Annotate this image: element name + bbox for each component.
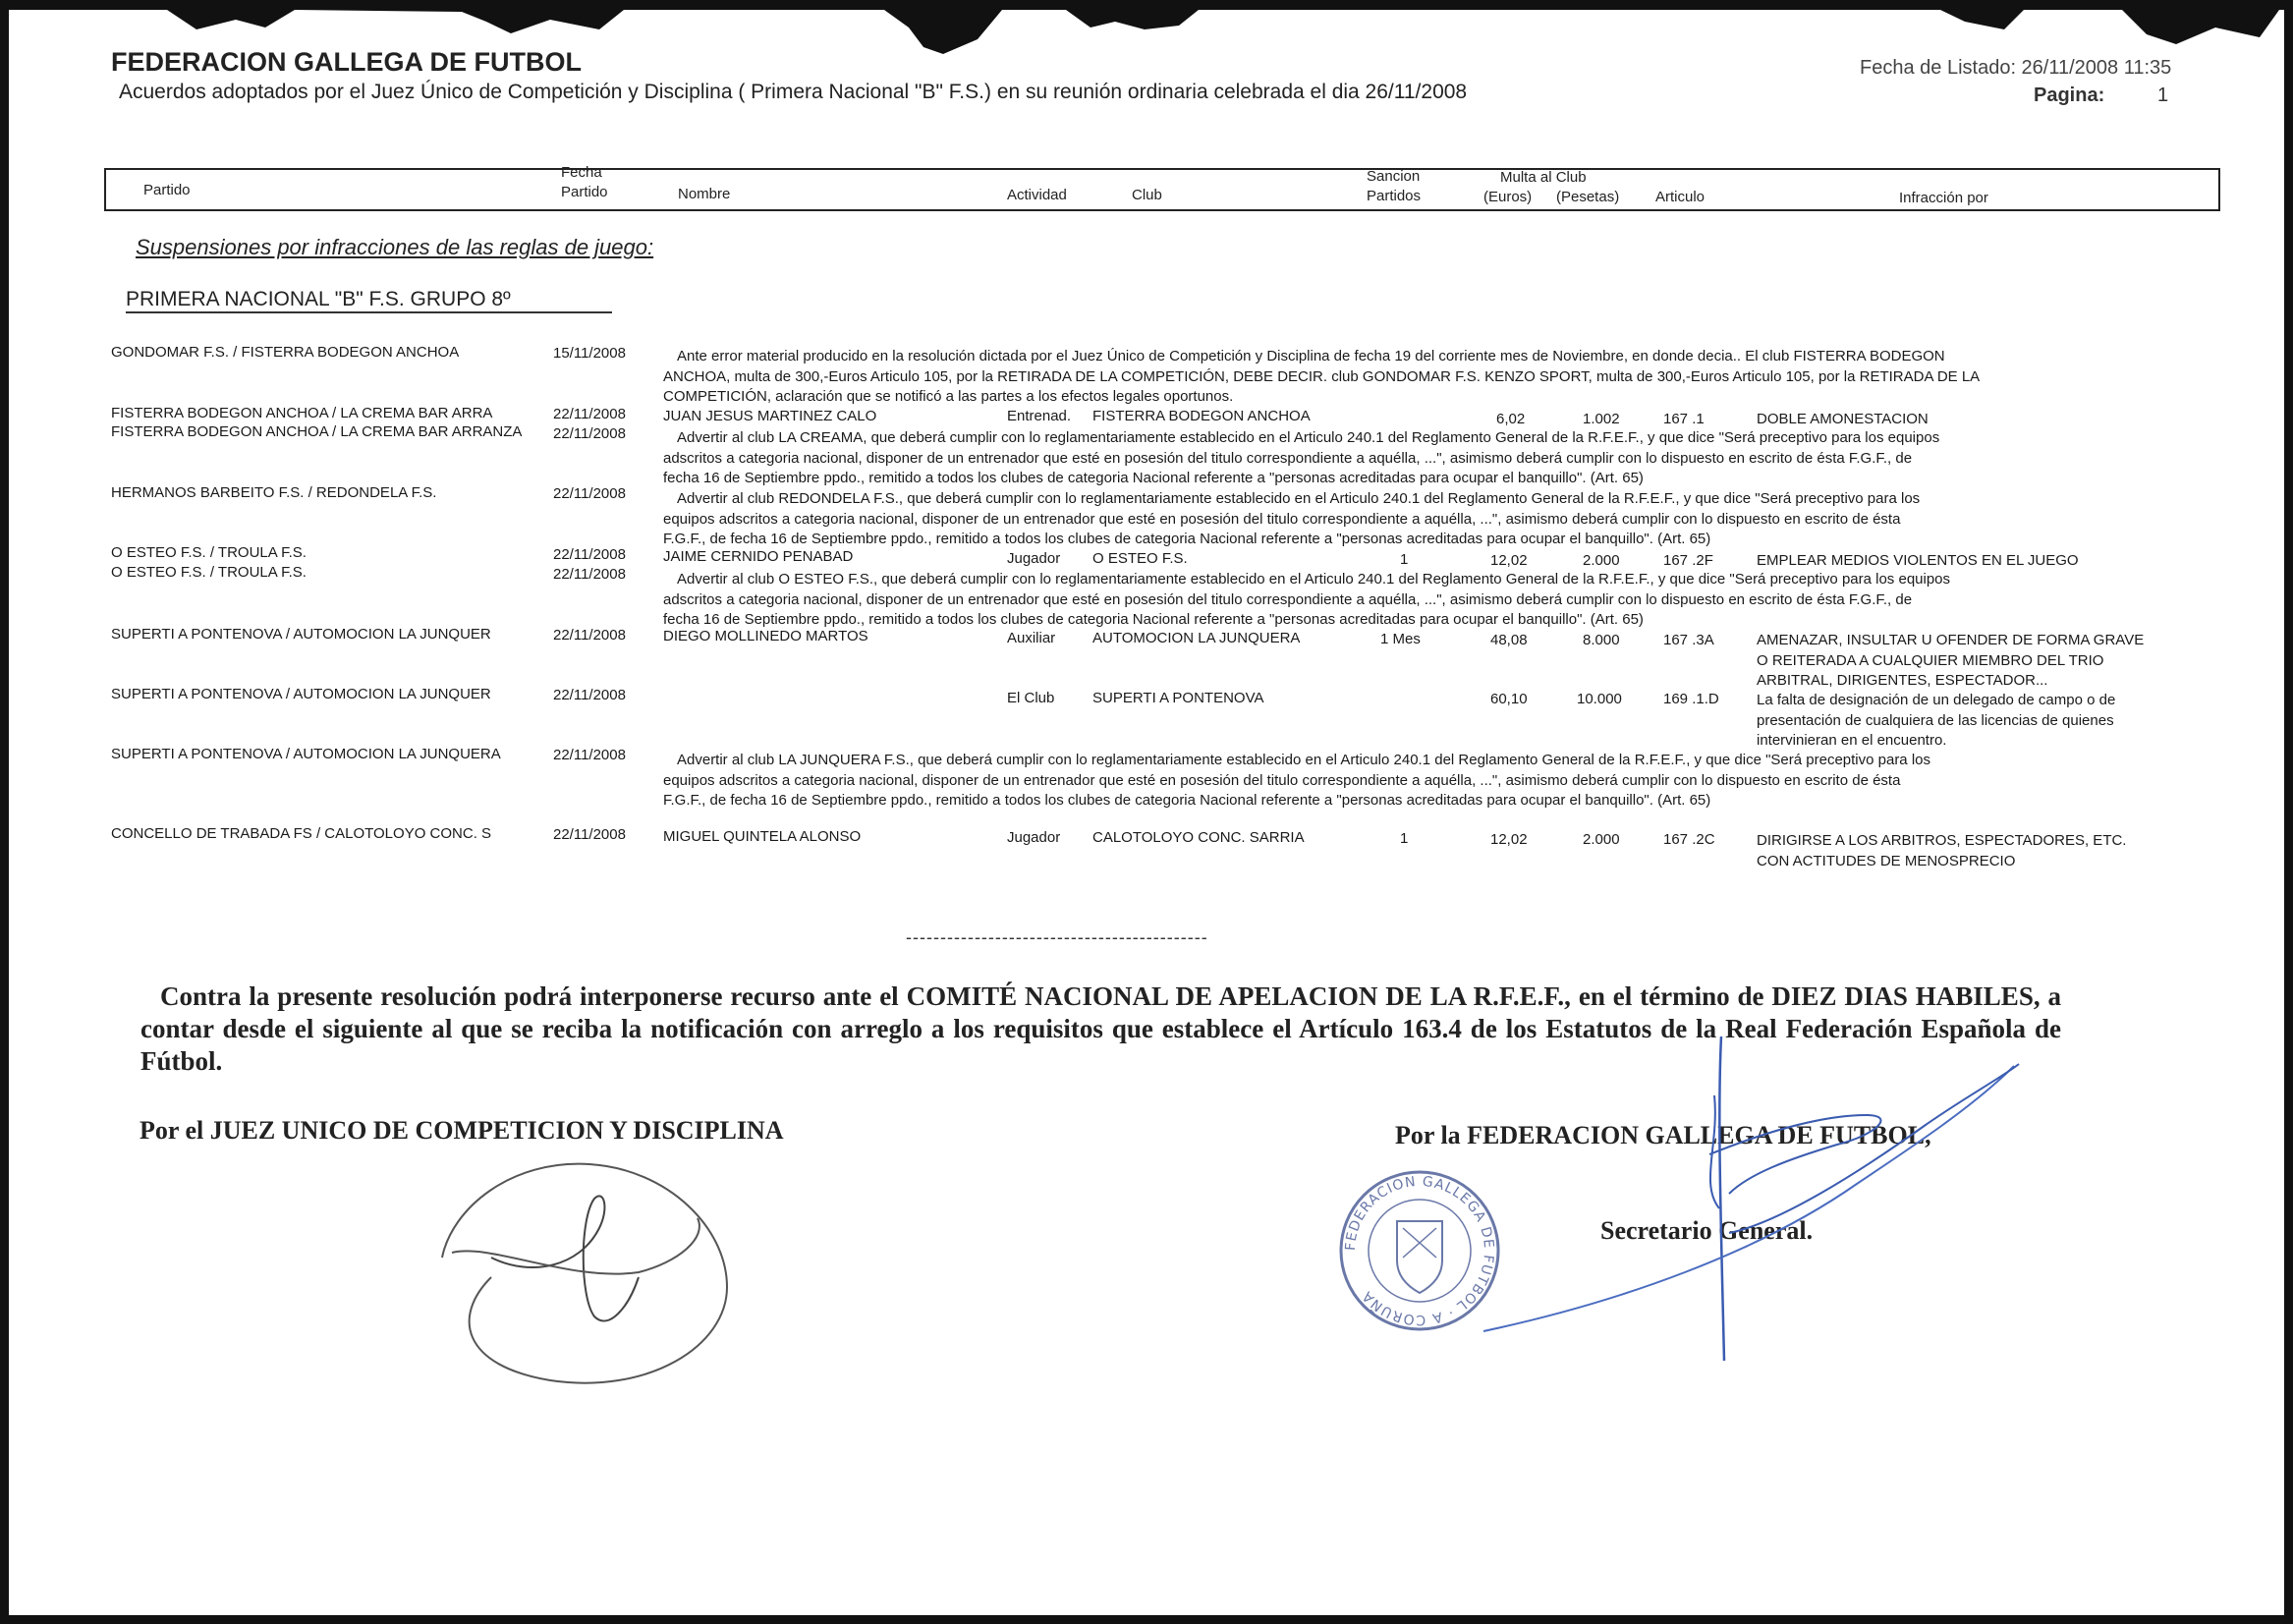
row-fecha: 22/11/2008 <box>553 627 626 644</box>
row-nombre: JUAN JESUS MARTINEZ CALO <box>663 408 877 424</box>
row-infraccion <box>1757 691 2115 752</box>
col-pesetas: (Pesetas) <box>1556 189 1620 205</box>
judge-signature <box>432 1149 747 1395</box>
col-euros: (Euros) <box>1483 189 1533 205</box>
col-multa: Multa al Club <box>1500 169 1587 186</box>
col-sancion-bottom: Partidos <box>1367 188 1422 204</box>
infraccion-line: DIRIGIRSE A LOS ARBITROS, ESPECTADORES, ETC. <box>1757 832 2127 849</box>
row-partido: SUPERTI A PONTENOVA / AUTOMOCION LA JUNQUER <box>111 686 491 702</box>
note-line: Advertir al club LA JUNQUERA F.S., que deberá cumplir con lo reglamentariamente establecido en el Articulo 240.1 del Reglamento General de la R.F.E.F., y que dice "Será preceptivo para los <box>677 752 1930 768</box>
infraccion-line: presentación de cualquiera de las licencias de quienes <box>1757 711 2114 729</box>
row-nombre: JAIME CERNIDO PENABAD <box>663 548 854 565</box>
resolution-text: Contra la presente resolución podrá interponerse recurso ante el COMITÉ NACIONAL DE APELACION DE LA R.F.E.F., en el término de DIEZ DIAS HABILES, a contar desde el siguiente al que se reciba la notificación con arreglo a los requisitos que establece el Artículo 163.4 de los Estatutos de la Real Federación Española de Fútbol. <box>140 981 2061 1076</box>
note-line: Advertir al club REDONDELA F.S., que deberá cumplir con lo reglamentariamente establecido en el Articulo 240.1 del Reglamento General de la R.F.E.F., y que dice "Será preceptivo para los <box>677 490 1921 507</box>
row-sancion: 1 <box>1400 830 1409 847</box>
row-fecha: 22/11/2008 <box>553 425 626 442</box>
row-partido: HERMANOS BARBEITO F.S. / REDONDELA F.S. <box>111 484 437 501</box>
row-actividad: Jugador <box>1007 550 1061 567</box>
row-club: CALOTOLOYO CONC. SARRIA <box>1092 829 1305 846</box>
note-line: Ante error material producido en la resolución dictada por el Juez Único de Competición y Disciplina de fecha 19 del corriente mes de Noviembre, en donde decia.. El club FISTERRA BODEGON <box>677 348 1945 364</box>
row-articulo: 167 .2C <box>1663 831 1715 848</box>
group-title: PRIMERA NACIONAL "B" F.S. GRUPO 8º <box>126 288 511 310</box>
infraccion-line: AMENAZAR, INSULTAR U OFENDER DE FORMA GRAVE <box>1757 632 2145 648</box>
row-note <box>663 570 1950 631</box>
col-fecha-bottom: Partido <box>561 184 608 200</box>
row-euros: 48,08 <box>1490 632 1528 648</box>
infraccion-line: La falta de designación de un delegado de campo o de <box>1757 692 2116 708</box>
row-articulo: 167 .1 <box>1663 411 1705 427</box>
row-articulo: 167 .3A <box>1663 632 1714 648</box>
signature-left-label: Por el JUEZ UNICO DE COMPETICION Y DISCIPLINA <box>140 1116 784 1145</box>
col-partido: Partido <box>143 182 191 198</box>
org-title: FEDERACION GALLEGA DE FUTBOL <box>111 47 582 77</box>
infraccion-line: ARBITRAL, DIRIGENTES, ESPECTADOR... <box>1757 672 2048 689</box>
row-articulo: 167 .2F <box>1663 552 1713 569</box>
row-nombre: DIEGO MOLLINEDO MARTOS <box>663 628 868 644</box>
row-fecha: 22/11/2008 <box>553 566 626 583</box>
infraccion-line: CON ACTITUDES DE MENOSPRECIO <box>1757 852 2016 869</box>
note-line: equipos adscritos a categoria nacional, disponer de un entrenador que esté en posesión del titulo correspondiente a aquélla, ...", asimismo deberá cumplir con lo dispuesto en escrito de ésta <box>663 771 1901 789</box>
col-nombre: Nombre <box>678 186 731 202</box>
row-actividad: El Club <box>1007 690 1055 706</box>
row-partido: O ESTEO F.S. / TROULA F.S. <box>111 564 307 581</box>
row-infraccion: EMPLEAR MEDIOS VIOLENTOS EN EL JUEGO <box>1757 552 2079 569</box>
row-sancion: 1 Mes <box>1380 631 1421 647</box>
note-line: adscritos a categoria nacional, disponer de un entrenador que esté en posesión del titulo correspondiente a aquélla, ...", asimismo deberá cumplir con lo dispuesto en escrito de ésta F.G.F., de <box>663 449 1913 467</box>
row-pesetas: 2.000 <box>1583 831 1620 848</box>
page-subtitle: Acuerdos adoptados por el Juez Único de Competición y Disciplina ( Primera Nacional "B" F.S.) en su reunión ordinaria celebrada el dia 26/11/2008 <box>119 81 1468 103</box>
row-fecha: 22/11/2008 <box>553 406 626 422</box>
note-line: ANCHOA, multa de 300,-Euros Articulo 105, por la RETIRADA DE LA COMPETICIÓN, DEBE DECIR. club GONDOMAR F.S. KENZO SPORT, multa de 300,-Euros Articulo 105, por la RETIRADA DE LA <box>663 367 1981 385</box>
row-sancion: 1 <box>1400 551 1409 568</box>
row-infraccion <box>1757 631 2144 692</box>
row-fecha: 22/11/2008 <box>553 546 626 563</box>
col-infraccion: Infracción por <box>1899 190 1988 206</box>
col-club: Club <box>1132 187 1162 203</box>
row-note <box>663 751 1930 812</box>
row-partido: SUPERTI A PONTENOVA / AUTOMOCION LA JUNQUERA <box>111 746 501 762</box>
note-line: F.G.F., de fecha 16 de Septiembre ppdo., remitido a todos los clubes de categoria Nacional referente a "personas acreditadas para ocupar el banquillo". (Art. 65) <box>663 531 1711 547</box>
row-fecha: 22/11/2008 <box>553 826 626 843</box>
secretary-signature <box>1464 1036 2034 1371</box>
row-club: O ESTEO F.S. <box>1092 550 1188 567</box>
row-euros: 12,02 <box>1490 552 1528 569</box>
note-line: adscritos a categoria nacional, disponer de un entrenador que esté en posesión del titulo correspondiente a aquélla, ...", asimismo deberá cumplir con lo dispuesto en escrito de ésta F.G.F., de <box>663 590 1913 608</box>
infraccion-line: intervinieran en el encuentro. <box>1757 732 1947 749</box>
note-line: Advertir al club LA CREAMA, que deberá cumplir con lo reglamentariamente establecido en el Articulo 240.1 del Reglamento General de la R.F.E.F., y que dice "Será preceptivo para los equipos <box>677 429 1940 446</box>
note-line: fecha 16 de Septiembre ppdo., remitido a todos los clubes de categoria Nacional referente a "personas acreditadas para ocupar el banquillo". (Art. 65) <box>663 470 1644 486</box>
listing-date: Fecha de Listado: 26/11/2008 11:35 <box>1860 57 2172 79</box>
row-pesetas: 1.002 <box>1583 411 1620 427</box>
col-actividad: Actividad <box>1007 187 1067 203</box>
col-sancion-top: Sancion <box>1367 168 1421 185</box>
row-partido: FISTERRA BODEGON ANCHOA / LA CREMA BAR ARRA <box>111 405 493 421</box>
row-partido: SUPERTI A PONTENOVA / AUTOMOCION LA JUNQUER <box>111 626 491 643</box>
row-euros: 6,02 <box>1496 411 1526 427</box>
row-infraccion <box>1757 831 2126 871</box>
row-club: FISTERRA BODEGON ANCHOA <box>1092 408 1311 424</box>
row-actividad: Entrenad. <box>1007 408 1072 424</box>
secretary-label: Secretario General. <box>1600 1216 1814 1245</box>
page-number: 1 <box>2157 84 2169 106</box>
row-nombre: MIGUEL QUINTELA ALONSO <box>663 828 862 845</box>
row-euros: 12,02 <box>1490 831 1528 848</box>
seal-text: FEDERACION GALLEGA DE FUTBOL · A CORUÑA <box>1342 1173 1497 1328</box>
row-partido: FISTERRA BODEGON ANCHOA / LA CREMA BAR ARRANZA <box>111 423 523 440</box>
note-line: equipos adscritos a categoria nacional, disponer de un entrenador que esté en posesión del titulo correspondiente a aquélla, ...", asimismo deberá cumplir con lo dispuesto en escrito de ésta <box>663 510 1901 528</box>
signature-right-label: Por la FEDERACION GALLEGA DE FUTBOL, <box>1395 1121 1931 1149</box>
row-club: AUTOMOCION LA JUNQUERA <box>1092 630 1301 646</box>
section-title: Suspensiones por infracciones de las reglas de juego: <box>136 235 654 259</box>
row-partido: O ESTEO F.S. / TROULA F.S. <box>111 544 307 561</box>
row-note <box>663 347 1980 408</box>
row-articulo: 169 .1.D <box>1663 691 1719 707</box>
row-actividad: Auxiliar <box>1007 630 1056 646</box>
note-line: fecha 16 de Septiembre ppdo., remitido a todos los clubes de categoria Nacional referente a "personas acreditadas para ocupar el banquillo". (Art. 65) <box>663 611 1644 628</box>
col-articulo: Articulo <box>1655 189 1706 205</box>
row-pesetas: 10.000 <box>1577 691 1622 707</box>
note-line: COMPETICIÓN, aclaración que se notificó a las partes a los efectos legales oportunos. <box>663 388 1234 405</box>
row-infraccion: DOBLE AMONESTACION <box>1757 411 1929 427</box>
separator-line: -------------------------------------------- <box>906 927 1208 947</box>
row-fecha: 22/11/2008 <box>553 687 626 703</box>
row-partido: GONDOMAR F.S. / FISTERRA BODEGON ANCHOA <box>111 344 460 361</box>
row-fecha: 15/11/2008 <box>553 345 626 362</box>
row-euros: 60,10 <box>1490 691 1528 707</box>
group-underline <box>126 311 612 313</box>
row-note <box>663 428 1939 489</box>
note-line: F.G.F., de fecha 16 de Septiembre ppdo., remitido a todos los clubes de categoria Nacional referente a "personas acreditadas para ocupar el banquillo". (Art. 65) <box>663 792 1711 809</box>
infraccion-line: O REITERADA A CUALQUIER MIEMBRO DEL TRIO <box>1757 651 2104 669</box>
row-pesetas: 8.000 <box>1583 632 1620 648</box>
row-club: SUPERTI A PONTENOVA <box>1092 690 1264 706</box>
page-label: Pagina: <box>2034 84 2105 106</box>
row-actividad: Jugador <box>1007 829 1061 846</box>
row-partido: CONCELLO DE TRABADA FS / CALOTOLOYO CONC. S <box>111 825 492 842</box>
row-pesetas: 2.000 <box>1583 552 1620 569</box>
row-fecha: 22/11/2008 <box>553 485 626 502</box>
row-fecha: 22/11/2008 <box>553 747 626 763</box>
note-line: Advertir al club O ESTEO F.S., que deberá cumplir con lo reglamentariamente establecido en el Articulo 240.1 del Reglamento General de la R.F.E.F., y que dice "Será preceptivo para los equipos <box>677 571 1951 588</box>
row-note <box>663 489 1920 550</box>
col-fecha-top: Fecha <box>561 164 602 181</box>
